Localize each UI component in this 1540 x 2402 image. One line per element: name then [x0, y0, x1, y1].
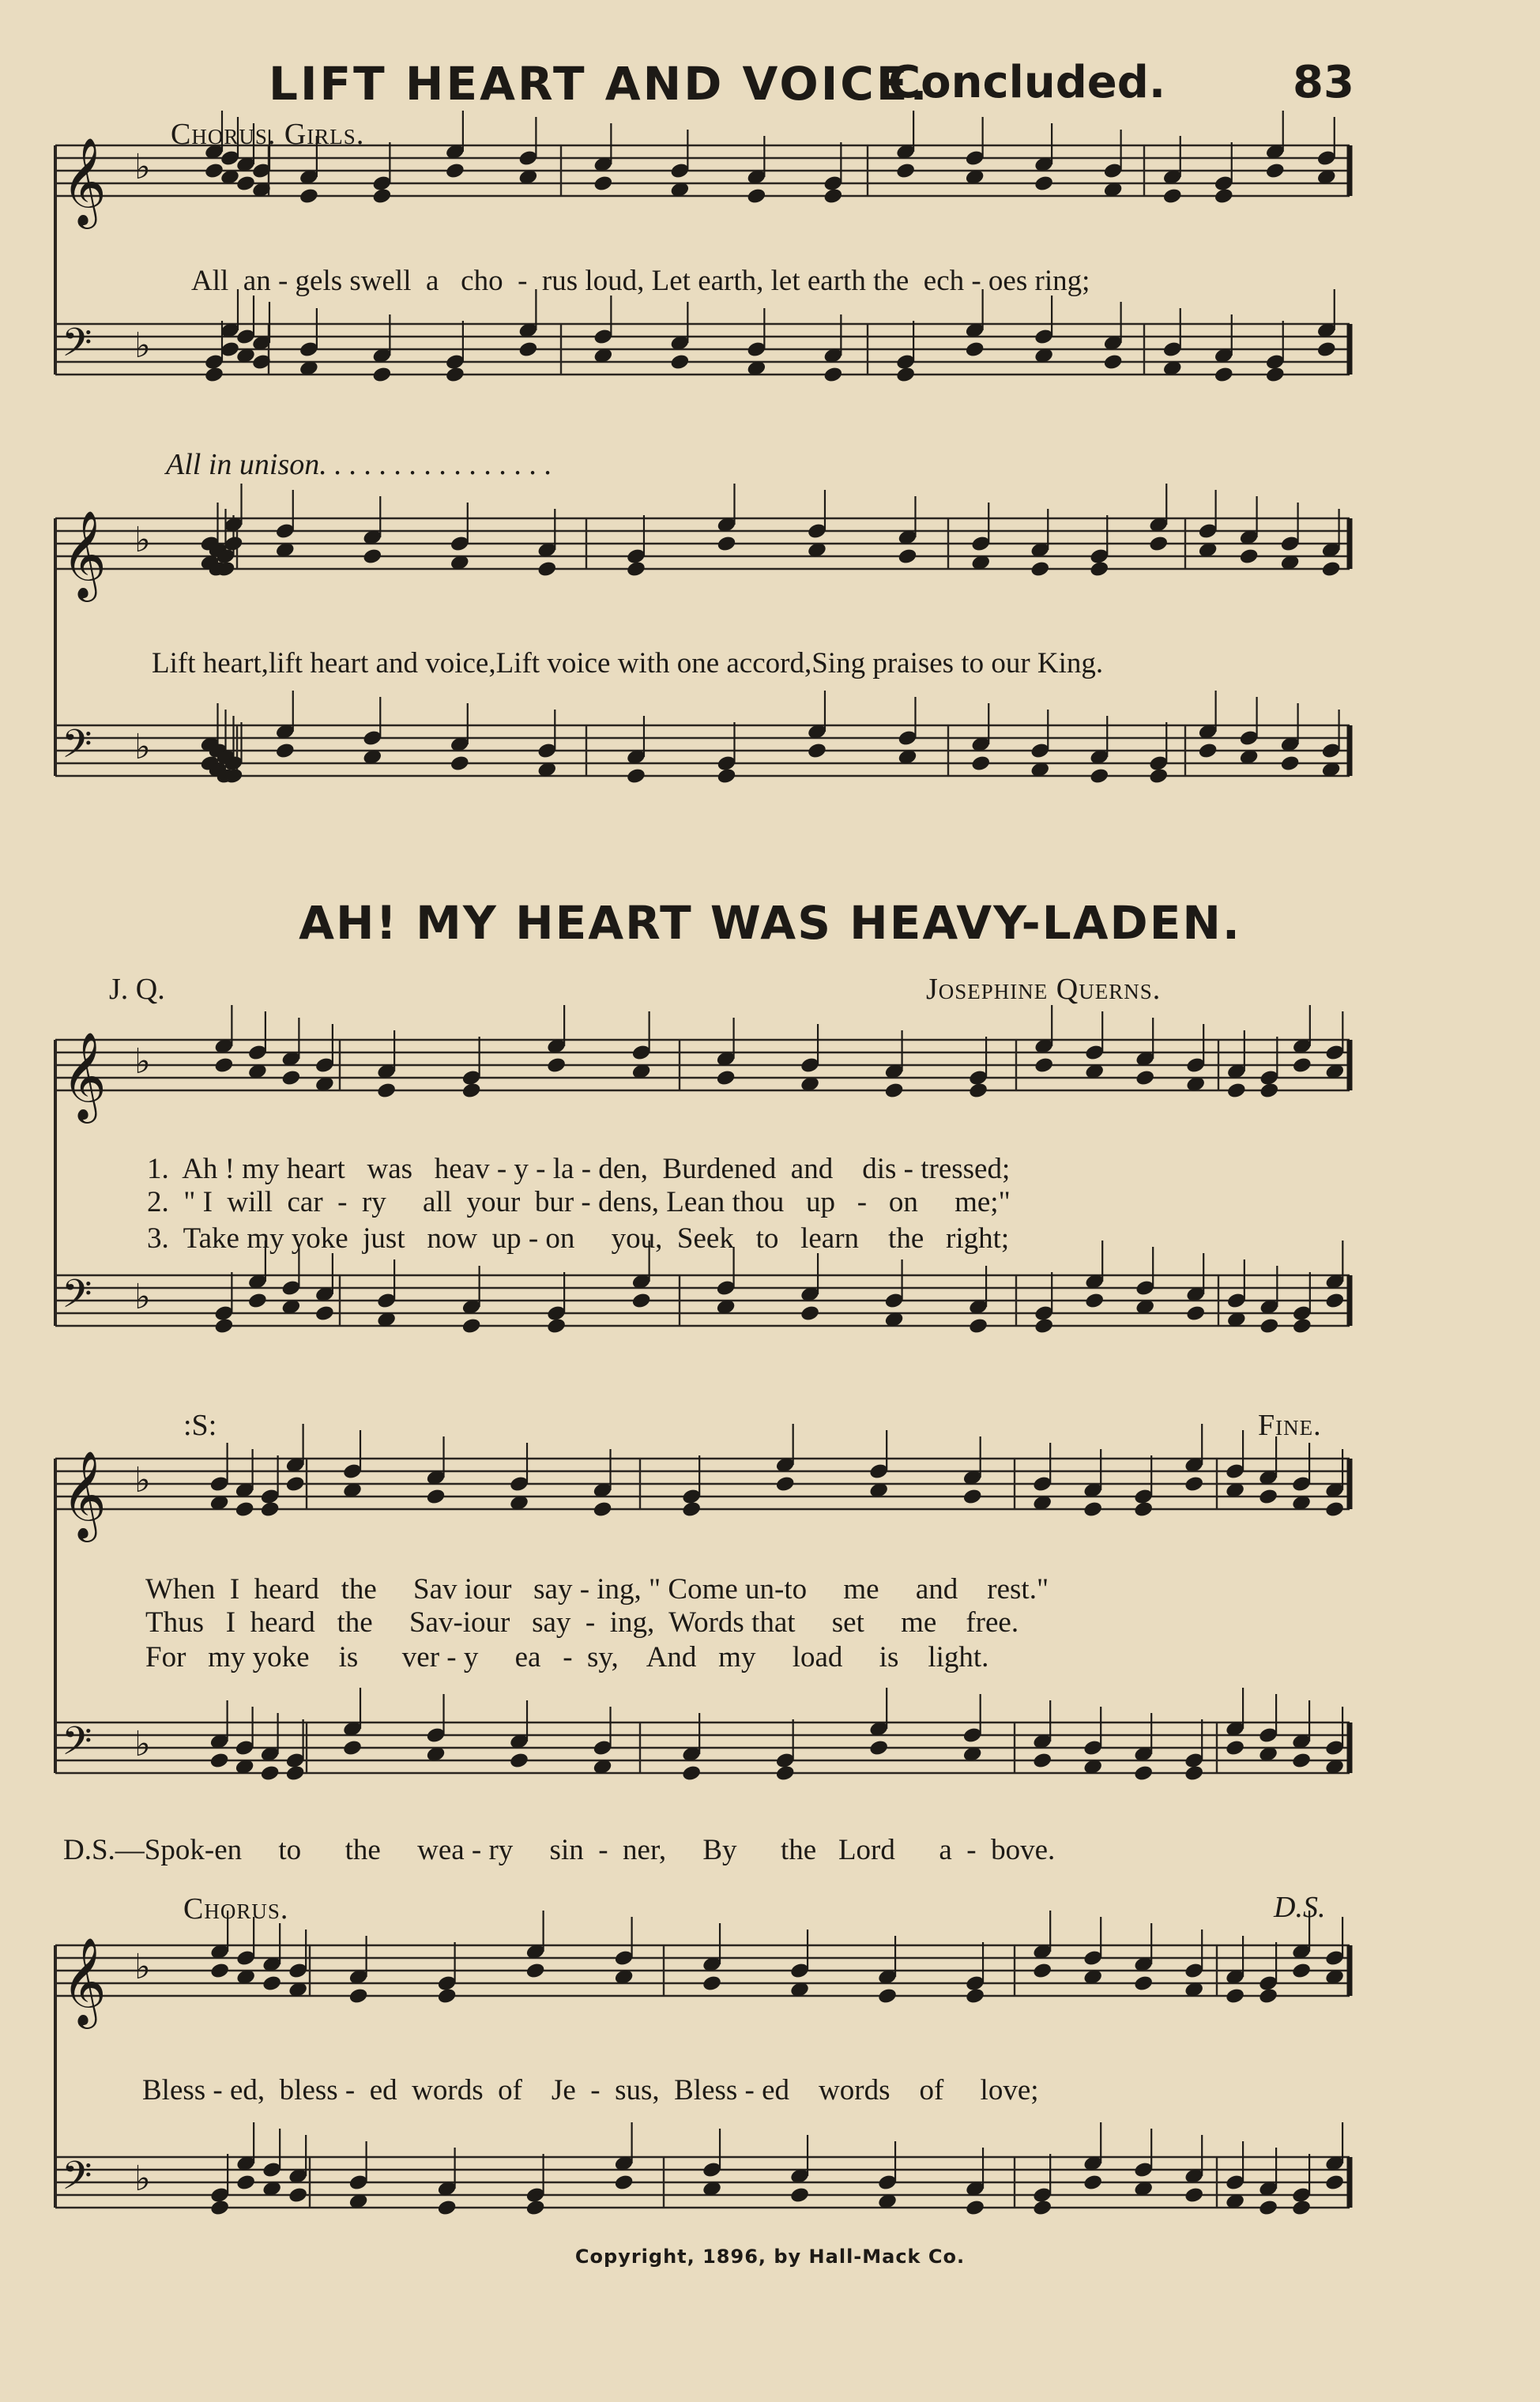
note-head — [209, 2199, 230, 2217]
note-head — [1214, 366, 1234, 384]
treble-clef-icon: 𝄞 — [62, 137, 107, 225]
note-head — [1034, 1056, 1054, 1075]
note-head — [260, 1500, 281, 1519]
note-head — [285, 1764, 306, 1783]
note-head — [1185, 1305, 1206, 1323]
flat-sign-icon: ♭ — [134, 2159, 151, 2199]
note-head — [1083, 1500, 1103, 1519]
note-head — [897, 548, 917, 566]
composer-name: Josephine Querns. — [926, 973, 1162, 1006]
note-head — [204, 162, 224, 180]
bass-clef-icon: 𝄢 — [62, 320, 92, 375]
note-head — [281, 1069, 301, 1087]
note-head — [702, 1975, 722, 1993]
note-head — [1034, 175, 1054, 193]
bass-clef-icon: 𝄢 — [62, 1719, 92, 1774]
note-head — [1265, 366, 1286, 384]
note-head — [376, 1082, 397, 1100]
note-head — [1184, 1764, 1204, 1783]
note-head — [1292, 1317, 1312, 1335]
note-head — [525, 1962, 546, 1980]
note-head — [445, 162, 465, 180]
note-head — [437, 1987, 457, 2005]
note-head — [1214, 187, 1234, 205]
note-head — [525, 2199, 546, 2217]
note-head — [235, 2174, 256, 2192]
note-head — [1258, 1488, 1278, 1506]
note-head — [592, 1500, 612, 1519]
segno-sign: :S: — [183, 1409, 217, 1442]
note-head — [509, 1752, 529, 1770]
note-head — [626, 767, 646, 785]
note-head — [965, 1987, 985, 2005]
note-head — [1292, 1056, 1312, 1075]
note-head — [895, 162, 916, 180]
note-head — [371, 366, 392, 384]
ds-lyrics-line: D.S.—Spok-en to the wea - ry sin - ner, By the Lord a - bove. — [63, 1834, 1056, 1866]
note-head — [746, 187, 766, 205]
note-head — [895, 366, 916, 384]
lyrics-line: Lift heart,lift heart and voice,Lift voice with one accord,Sing praises to our King. — [152, 647, 1104, 680]
verse-line: 2. " I will car - ry all your bur - dens, Lean thou up - on me;" — [147, 1186, 1011, 1218]
note-head — [1148, 535, 1169, 553]
verse-line: 1. Ah ! my heart was heav - y - la - den, Burdened and dis - tressed; — [147, 1153, 1011, 1185]
note-head — [681, 1500, 702, 1519]
flat-sign-icon: ♭ — [134, 1724, 151, 1764]
note-head — [247, 1292, 268, 1310]
note-head — [285, 1475, 306, 1493]
verse-line: 3. Take my yoke just now up - on you, Seek to learn the right; — [147, 1222, 1010, 1255]
note-head — [1291, 1752, 1312, 1770]
note-head — [868, 1739, 889, 1757]
note-head — [1321, 560, 1342, 578]
flat-sign-icon: ♭ — [134, 1947, 151, 1987]
note-head — [461, 1317, 482, 1335]
fine-marker: Fine. — [1258, 1409, 1322, 1442]
note-head — [1184, 1475, 1204, 1493]
note-head — [1265, 162, 1286, 180]
note-head — [1226, 1082, 1247, 1100]
refrain-line: Thus I heard the Sav-iour say - ing, Words that set me free. — [145, 1606, 1019, 1639]
note-head — [1258, 1987, 1278, 2005]
flat-sign-icon: ♭ — [134, 147, 151, 187]
note-head — [965, 2199, 985, 2217]
note-head — [204, 366, 224, 384]
note-head — [626, 560, 646, 578]
unison-label: All in unison. . . . . . . . . . . . . . . . — [166, 448, 552, 481]
note-head — [775, 1475, 796, 1493]
note-head — [213, 1056, 234, 1075]
lyricist-initials: J. Q. — [109, 973, 165, 1006]
note-head — [1083, 2174, 1103, 2192]
note-head — [348, 1987, 369, 2005]
note-head — [450, 755, 470, 773]
flat-sign-icon: ♭ — [134, 520, 151, 560]
note-head — [1133, 1975, 1154, 1993]
note-head — [314, 1305, 335, 1323]
flat-sign-icon: ♭ — [134, 326, 151, 366]
note-head — [614, 2174, 634, 2192]
flat-sign-icon: ♭ — [134, 1460, 151, 1500]
note-head — [275, 742, 296, 760]
note-head — [1198, 742, 1218, 760]
note-head — [800, 1305, 820, 1323]
note-head — [968, 1317, 988, 1335]
note-head — [1239, 548, 1259, 566]
note-head — [1148, 767, 1169, 785]
note-head — [593, 175, 613, 193]
page-number: 83 — [1293, 57, 1354, 108]
note-head — [213, 1317, 234, 1335]
note-head — [445, 366, 465, 384]
note-head — [299, 187, 319, 205]
note-head — [1324, 2174, 1345, 2192]
note-head — [1291, 2199, 1312, 2217]
note-head — [877, 1987, 898, 2005]
note-head — [1162, 187, 1183, 205]
refrain-line: For my yoke is ver - y ea - sy, And my load is light. — [145, 1641, 989, 1673]
note-head — [789, 2186, 810, 2204]
note-head — [970, 755, 991, 773]
note-head — [518, 341, 538, 359]
note-head — [546, 1317, 567, 1335]
note-head — [884, 1082, 905, 1100]
note-head — [962, 1488, 983, 1506]
note-head — [965, 341, 985, 359]
note-head — [209, 1752, 230, 1770]
note-head — [235, 175, 256, 193]
note-head — [1225, 1739, 1245, 1757]
note-head — [1133, 1500, 1154, 1519]
treble-clef-icon: 𝄞 — [62, 1450, 107, 1538]
note-head — [1258, 2199, 1278, 2217]
note-head — [1032, 1752, 1052, 1770]
note-head — [1225, 1987, 1245, 2005]
flat-sign-icon: ♭ — [134, 1041, 151, 1082]
treble-clef-icon: 𝄞 — [62, 1031, 107, 1120]
note-head — [681, 1764, 702, 1783]
song-title: AH! MY HEART WAS HEAVY-LADEN. — [299, 896, 1241, 950]
note-head — [1184, 2186, 1204, 2204]
concluded-label: Concluded. — [888, 57, 1166, 108]
note-head — [823, 366, 843, 384]
note-head — [716, 1069, 736, 1087]
hymn-title: LIFT HEART AND VOICE. — [269, 57, 930, 111]
note-head — [461, 1082, 482, 1100]
chorus-label: Chorus. — [183, 1892, 289, 1926]
note-head — [1034, 1317, 1054, 1335]
note-head — [1089, 560, 1109, 578]
note-head — [1291, 1962, 1312, 1980]
note-head — [716, 535, 736, 553]
note-head — [1030, 560, 1050, 578]
bass-clef-icon: 𝄢 — [62, 2153, 92, 2208]
note-head — [537, 560, 557, 578]
note-head — [807, 742, 827, 760]
note-head — [631, 1292, 652, 1310]
note-head — [1032, 1962, 1052, 1980]
bass-clef-icon: 𝄢 — [62, 721, 92, 777]
note-head — [775, 1764, 796, 1783]
note-head — [1135, 1069, 1155, 1087]
note-head — [209, 1962, 230, 1980]
note-head — [437, 2199, 457, 2217]
note-head — [362, 548, 382, 566]
flat-sign-icon: ♭ — [134, 1277, 151, 1317]
note-head — [716, 767, 736, 785]
note-head — [235, 1500, 255, 1519]
treble-clef-icon: 𝄞 — [62, 510, 107, 598]
flat-sign-icon: ♭ — [134, 727, 151, 767]
note-head — [669, 353, 690, 371]
note-head — [1259, 1317, 1279, 1335]
note-head — [342, 1739, 363, 1757]
note-head — [1316, 341, 1337, 359]
note-head — [1103, 353, 1124, 371]
lyrics-line: All an - gels swell a cho - rus loud, Let earth, let earth the ech - oes ring; — [191, 265, 1090, 297]
chorus-lyrics: Bless - ed, bless - ed words of Je - sus, Bless - ed words of love; — [142, 2074, 1039, 2106]
note-head — [1259, 1082, 1279, 1100]
refrain-line: When I heard the Sav iour say - ing, " Come un-to me and rest." — [145, 1573, 1049, 1606]
note-head — [968, 1082, 988, 1100]
note-head — [1133, 1764, 1154, 1783]
note-head — [1280, 755, 1301, 773]
note-head — [546, 1056, 567, 1075]
note-head — [371, 187, 392, 205]
note-head — [260, 1764, 281, 1783]
note-head — [1032, 2199, 1052, 2217]
copyright-notice: Copyright, 1896, by Hall-Mack Co. — [574, 2246, 966, 2268]
note-head — [1089, 767, 1109, 785]
note-head — [1084, 1292, 1105, 1310]
chorus-girls-label: Chorus. Girls. — [171, 118, 365, 151]
note-head — [262, 1975, 282, 1993]
treble-clef-icon: 𝄞 — [62, 1937, 107, 2025]
ds-marker: D.S. — [1274, 1891, 1326, 1924]
note-head — [288, 2186, 308, 2204]
note-head — [1324, 1292, 1345, 1310]
bass-clef-icon: 𝄢 — [62, 1271, 92, 1327]
note-head — [425, 1488, 446, 1506]
note-head — [1324, 1500, 1345, 1519]
note-head — [823, 187, 843, 205]
